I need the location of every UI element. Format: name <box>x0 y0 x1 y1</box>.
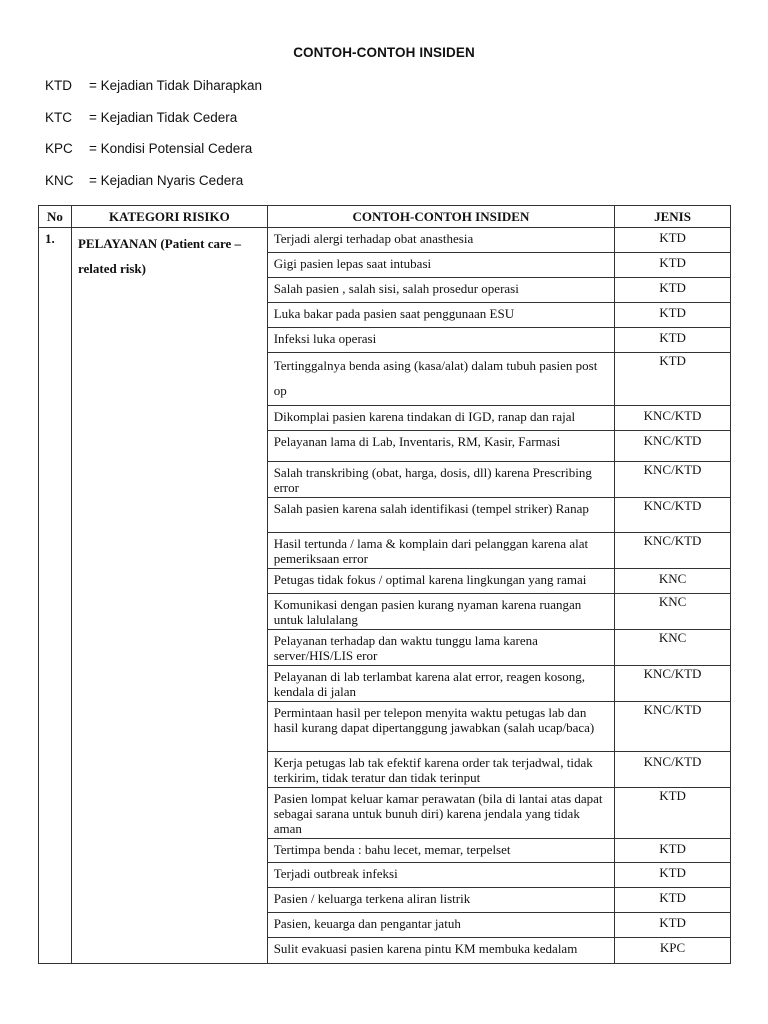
incident-text: Pelayanan di lab terlambat karena alat error, reagen kosong, kendala di jalan <box>267 666 614 702</box>
incident-type: KTD <box>615 328 731 353</box>
legend-abbr: KTD <box>45 78 72 93</box>
incident-type: KTD <box>615 278 731 303</box>
incident-text: Pelayanan terhadap dan waktu tunggu lama karena server/HIS/LIS eror <box>267 630 614 666</box>
legend-definition: = Kejadian Tidak Diharapkan <box>89 78 262 93</box>
incident-type: KNC <box>615 630 731 666</box>
incident-text: Permintaan hasil per telepon menyita waktu petugas lab dan hasil kurang dapat dipertanggung jawabkan (salah ucap/baca) <box>267 702 614 752</box>
incident-type: KNC <box>615 594 731 630</box>
incident-type: KTD <box>615 863 731 888</box>
incident-text: Gigi pasien lepas saat intubasi <box>267 253 614 278</box>
legend-definition: = Kejadian Nyaris Cedera <box>89 172 244 188</box>
incident-type: KNC/KTD <box>615 533 731 569</box>
incident-type: KNC/KTD <box>615 666 731 702</box>
incident-text: Pasien lompat keluar kamar perawatan (bila di lantai atas dapat sebagai sarana untuk bunuh diri) karena jendala yang tidak aman <box>267 788 614 839</box>
incident-type: KNC <box>615 569 731 594</box>
incident-type: KNC/KTD <box>615 498 731 533</box>
incident-text: Hasil tertunda / lama & komplain dari pelanggan karena alat pemeriksaan error <box>267 533 614 569</box>
incident-type: KTD <box>615 888 731 913</box>
legend-item-knc <box>45 173 262 205</box>
table-row <box>39 228 731 253</box>
risk-category: PELAYANAN (Patient care – related risk) <box>71 228 267 964</box>
legend-item-ktd <box>45 78 262 110</box>
incident-text: Terjadi outbreak infeksi <box>267 863 614 888</box>
incident-type: KNC/KTD <box>615 431 731 462</box>
incident-type: KTD <box>615 353 731 406</box>
legend-item-kpc <box>45 141 262 173</box>
abbreviation-legend <box>45 78 262 204</box>
incident-text: Pasien / keluarga terkena aliran listrik <box>267 888 614 913</box>
incident-text: Tertinggalnya benda asing (kasa/alat) dalam tubuh pasien post op <box>267 353 614 406</box>
page-title: CONTOH-CONTOH INSIDEN <box>293 45 475 60</box>
group-number: 1. <box>39 228 72 964</box>
incident-text: Salah pasien karena salah identifikasi (tempel striker) Ranap <box>267 498 614 533</box>
header-insiden: CONTOH-CONTOH INSIDEN <box>267 206 614 228</box>
incident-type: KNC/KTD <box>615 702 731 752</box>
incident-text: Terjadi alergi terhadap obat anasthesia <box>267 228 614 253</box>
incident-type: KNC/KTD <box>615 752 731 788</box>
incident-text: Pelayanan lama di Lab, Inventaris, RM, Kasir, Farmasi <box>267 431 614 462</box>
incident-type: KPC <box>615 938 731 964</box>
incident-text: Luka bakar pada pasien saat penggunaan ESU <box>267 303 614 328</box>
incident-text: Kerja petugas lab tak efektif karena order tak terjadwal, tidak terkirim, tidak teratur dan tidak terinput <box>267 752 614 788</box>
header-jenis: JENIS <box>615 206 731 228</box>
legend-abbr: KNC <box>45 172 74 188</box>
legend-abbr: KPC <box>45 141 73 156</box>
incident-text: Dikomplai pasien karena tindakan di IGD, ranap dan rajal <box>267 406 614 431</box>
incident-type: KNC/KTD <box>615 406 731 431</box>
incident-text: Petugas tidak fokus / optimal karena lingkungan yang ramai <box>267 569 614 594</box>
incident-text: Tertimpa benda : bahu lecet, memar, terpelset <box>267 839 614 863</box>
incident-text: Salah transkribing (obat, harga, dosis, dll) karena Prescribing error <box>267 462 614 498</box>
incident-text: Infeksi luka operasi <box>267 328 614 353</box>
incident-type: KTD <box>615 913 731 938</box>
incident-type: KTD <box>615 303 731 328</box>
legend-item-ktc <box>45 110 262 142</box>
incident-type: KTD <box>615 788 731 839</box>
legend-definition: = Kejadian Tidak Cedera <box>89 109 238 125</box>
incident-type: KTD <box>615 839 731 863</box>
incident-text: Komunikasi dengan pasien kurang nyaman karena ruangan untuk lalulalang <box>267 594 614 630</box>
legend-abbr: KTC <box>45 109 72 125</box>
incident-type: KNC/KTD <box>615 462 731 498</box>
table-header-row <box>39 206 731 228</box>
incident-text: Sulit evakuasi pasien karena pintu KM membuka kedalam <box>267 938 614 964</box>
incident-type: KTD <box>615 228 731 253</box>
incident-text: Pasien, keuarga dan pengantar jatuh <box>267 913 614 938</box>
incident-table <box>38 205 731 964</box>
header-kategori: KATEGORI RISIKO <box>71 206 267 228</box>
legend-definition: = Kondisi Potensial Cedera <box>89 141 253 156</box>
incident-type: KTD <box>615 253 731 278</box>
header-no: No <box>39 206 72 228</box>
incident-text: Salah pasien , salah sisi, salah prosedur operasi <box>267 278 614 303</box>
